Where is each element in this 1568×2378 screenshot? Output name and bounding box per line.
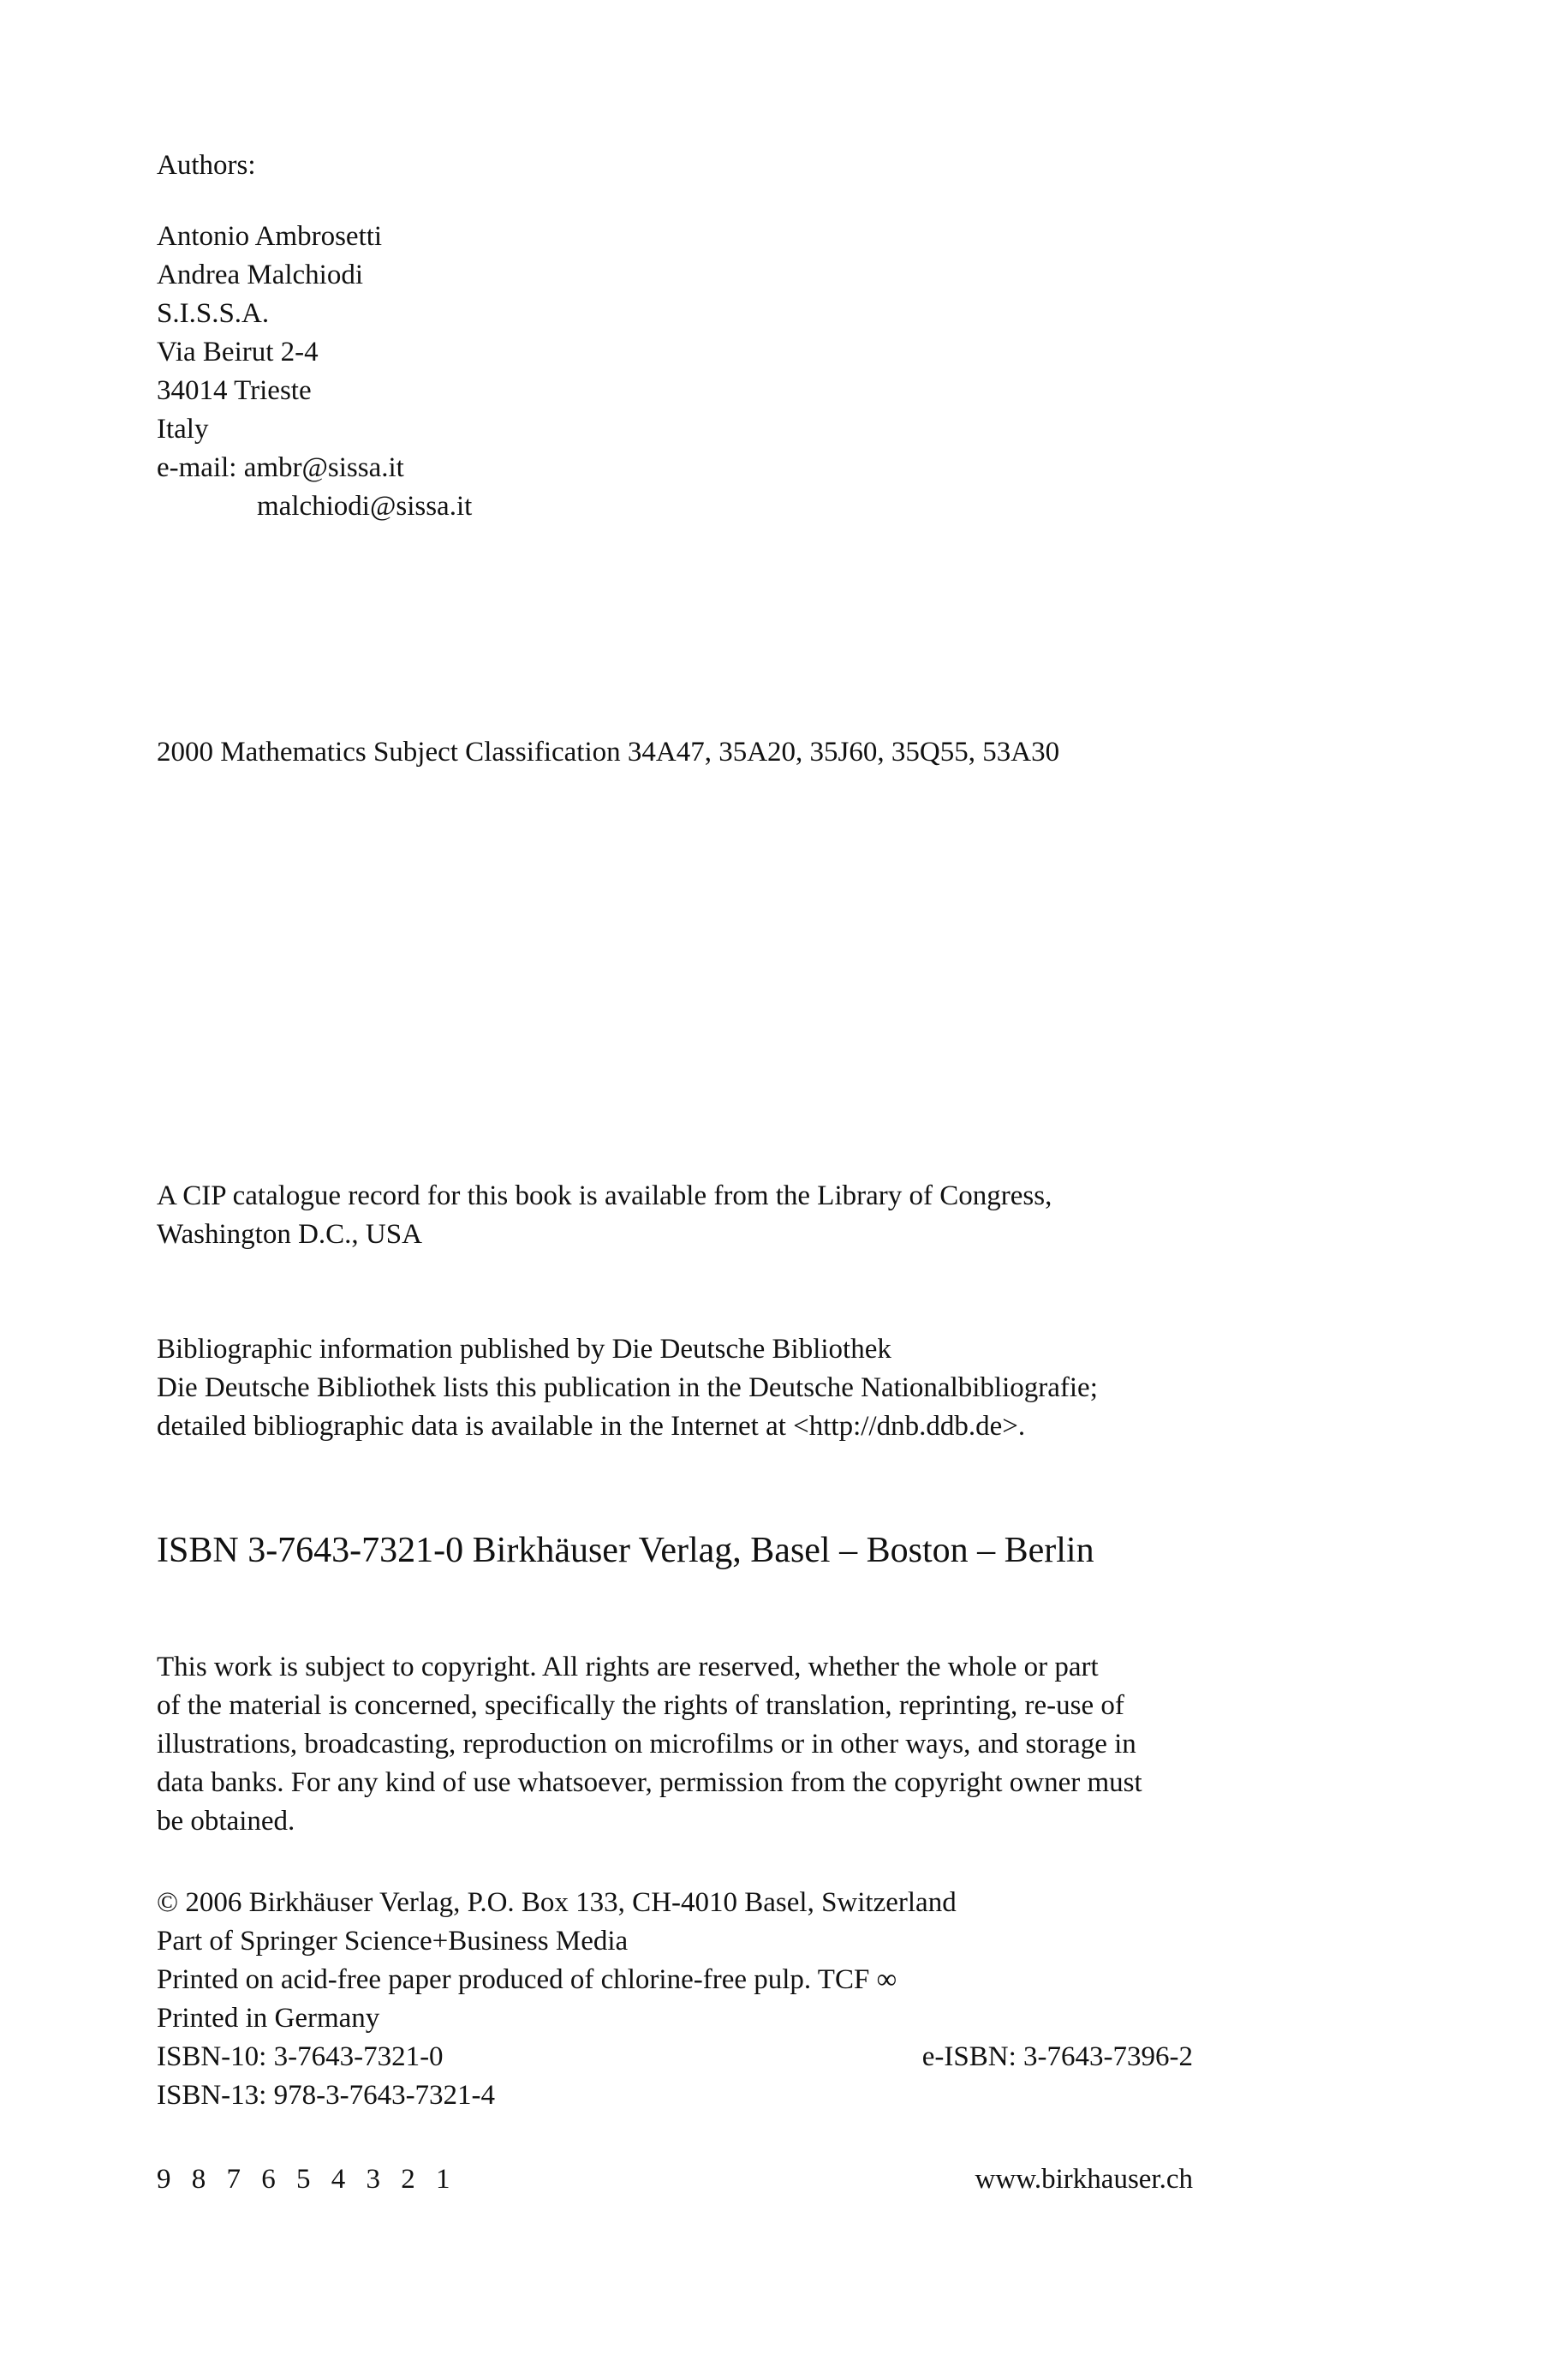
publisher-paper: Printed on acid-free paper produced of chlorine-free pulp. TCF ∞: [157, 1964, 897, 1995]
print-run-numbers: 9 8 7 6 5 4 3 2 1: [157, 2164, 457, 2195]
author-line: Antonio Ambrosetti: [157, 221, 383, 252]
cip-line: Washington D.C., USA: [157, 1219, 422, 1250]
author-line: 34014 Trieste: [157, 375, 312, 406]
publisher-part-of: Part of Springer Science+Business Media: [157, 1926, 629, 1957]
author-line: Italy: [157, 414, 209, 445]
authors-heading: Authors:: [157, 150, 256, 181]
author-line: Andrea Malchiodi: [157, 260, 364, 290]
copyright-notice-line: data banks. For any kind of use whatsoever, permission from the copyright owner must: [157, 1767, 1142, 1798]
publisher-copyright: © 2006 Birkhäuser Verlag, P.O. Box 133, CH-4010 Basel, Switzerland: [157, 1887, 957, 1918]
copyright-notice-line: be obtained.: [157, 1806, 295, 1837]
copyright-notice-line: This work is subject to copyright. All rights are reserved, whether the whole or part: [157, 1652, 1099, 1682]
author-email-secondary: malchiodi@sissa.it: [257, 491, 473, 522]
author-email: e-mail: ambr@sissa.it: [157, 452, 404, 483]
isbn-13: ISBN-13: 978-3-7643-7321-4: [157, 2080, 496, 2111]
bibliographic-line: detailed bibliographic data is available in the Internet at <http://dnb.ddb.de>.: [157, 1411, 1026, 1442]
bibliographic-line: Bibliographic information published by Die Deutsche Bibliothek: [157, 1334, 891, 1365]
cip-line: A CIP catalogue record for this book is available from the Library of Congress,: [157, 1180, 1052, 1211]
isbn-10: ISBN-10: 3-7643-7321-0: [157, 2041, 444, 2072]
copyright-notice-line: of the material is concerned, specifically the rights of translation, reprinting, re-use of: [157, 1690, 1124, 1721]
publisher-printed-in: Printed in Germany: [157, 2003, 380, 2034]
subject-classification: 2000 Mathematics Subject Classification 34A47, 35A20, 35J60, 35Q55, 53A30: [157, 737, 1060, 768]
author-line: Via Beirut 2-4: [157, 337, 319, 367]
isbn-main: ISBN 3-7643-7321-0 Birkhäuser Verlag, Basel – Boston – Berlin: [157, 1531, 1094, 1570]
e-isbn: e-ISBN: 3-7643-7396-2: [921, 2041, 1193, 2072]
publisher-website: www.birkhauser.ch: [975, 2164, 1193, 2195]
bibliographic-line: Die Deutsche Bibliothek lists this publication in the Deutsche Nationalbibliografie;: [157, 1372, 1098, 1403]
copyright-notice-line: illustrations, broadcasting, reproduction on microfilms or in other ways, and storage in: [157, 1729, 1136, 1760]
author-line: S.I.S.S.A.: [157, 298, 270, 329]
